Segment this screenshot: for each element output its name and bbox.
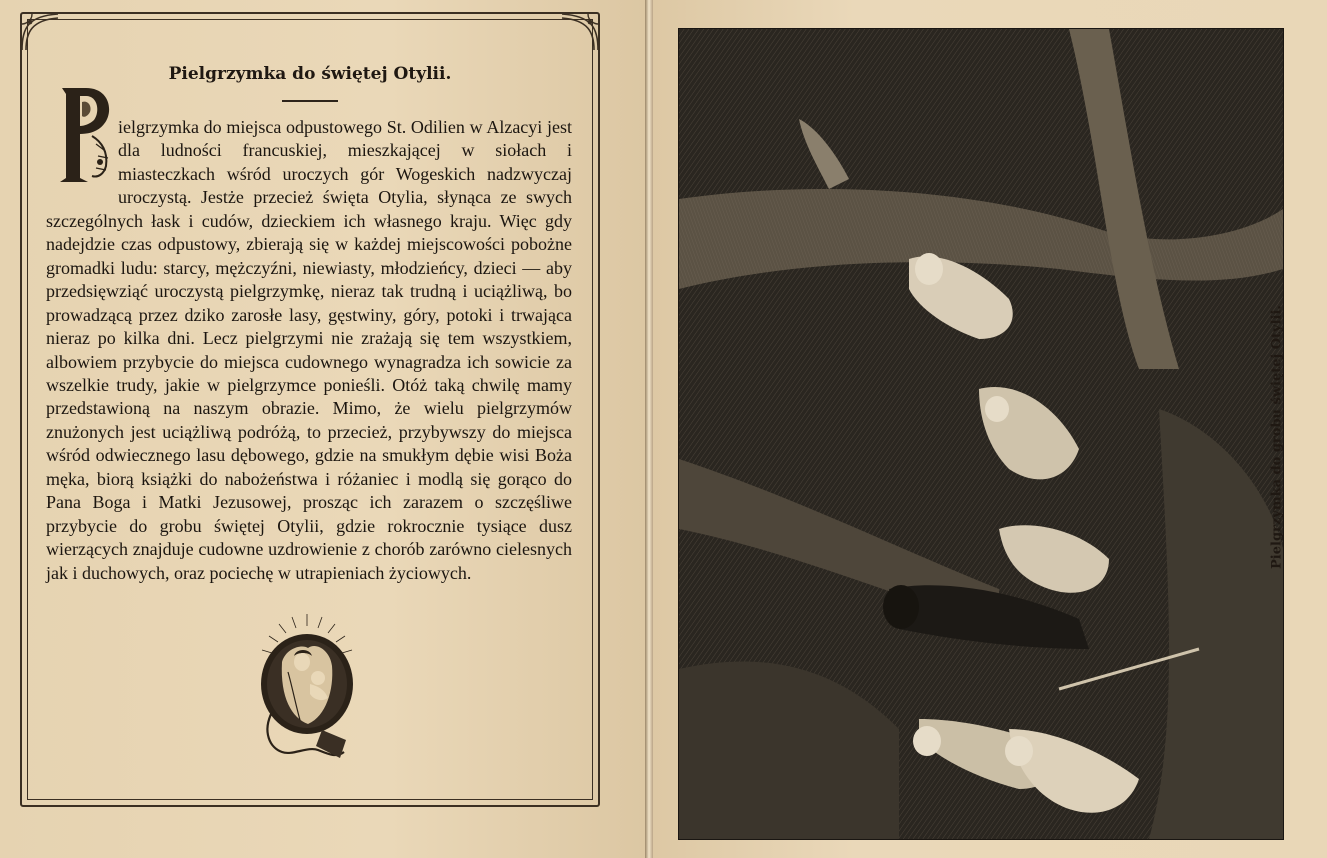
title-rule xyxy=(282,100,338,102)
left-page xyxy=(0,0,645,858)
forest-pilgrims-engraving xyxy=(679,29,1283,839)
frame-corner-ornament-icon xyxy=(18,10,62,54)
frame-corner-ornament-icon xyxy=(558,10,602,54)
page-title: Pielgrzymka do świętej Otylii. xyxy=(168,64,452,84)
right-page xyxy=(653,0,1327,858)
body-text: ielgrzymka do miejsca odpustowego St. Odilien w Alzacyi jest dla ludności francuskiej, mieszkającej w siołach i miasteczkach wśród uroczych gór Wogeskich nadzwyczaj uroczystą. Jestże przecież święta Otylia, słynąca ze swych szczególnych łask i cudów, dzieckiem ich własnego kraju. Więc gdy nadejdzie czas odpustowy, zbierają się w każdej miejscowości pobożne gromadki ludu: starcy, mężczyźni, niewiasty, młodzieńcy, dzieci — aby przedsięwziąć uroczystą pielgrzymkę, nieraz tak trudną i uciążliwą, bo prowadzącą przez dziko zarosłe lasy, gęstwiny, góry, potoki i trwająca nieraz po kilka dni. Lecz pielgrzymi nie zrażają się tem wszystkiem, albowiem przybycie do miejsca cudownego wynagradza ich sowicie za wszelkie trudy, jakie w pielgrzymce ponieśli. Otóż taką chwilę mamy przedstawioną na naszym obrazie. Mimo, że wielu pielgrzymów znużonych jest uciążliwą podróżą, to przecież, przybywszy do miejsca wśród odwiecznego lasu dębowego, gdzie na smukłym dębie wisi Boża męka, biorą książki do nabożeństwa i różaniec i modlą się gorąco do Pana Boga i Matki Jezusowej, prosząc ich zarazem o szczęśliwe przybycie do grobu świętej Otylii, gdzie rokrocznie tysiące dusz wierzących znajduje cudowne uzdrowienie z chorób zarówno cielesnych jak i duchowych, oraz pociechę w utrapieniach życiowych. xyxy=(46,117,572,583)
vertical-caption: Pielgrzymka do grobu świętej Otylii. xyxy=(1269,305,1285,569)
engraving-illustration xyxy=(678,28,1284,840)
book-gutter xyxy=(645,0,653,858)
madonna-and-child-icon xyxy=(252,612,362,762)
